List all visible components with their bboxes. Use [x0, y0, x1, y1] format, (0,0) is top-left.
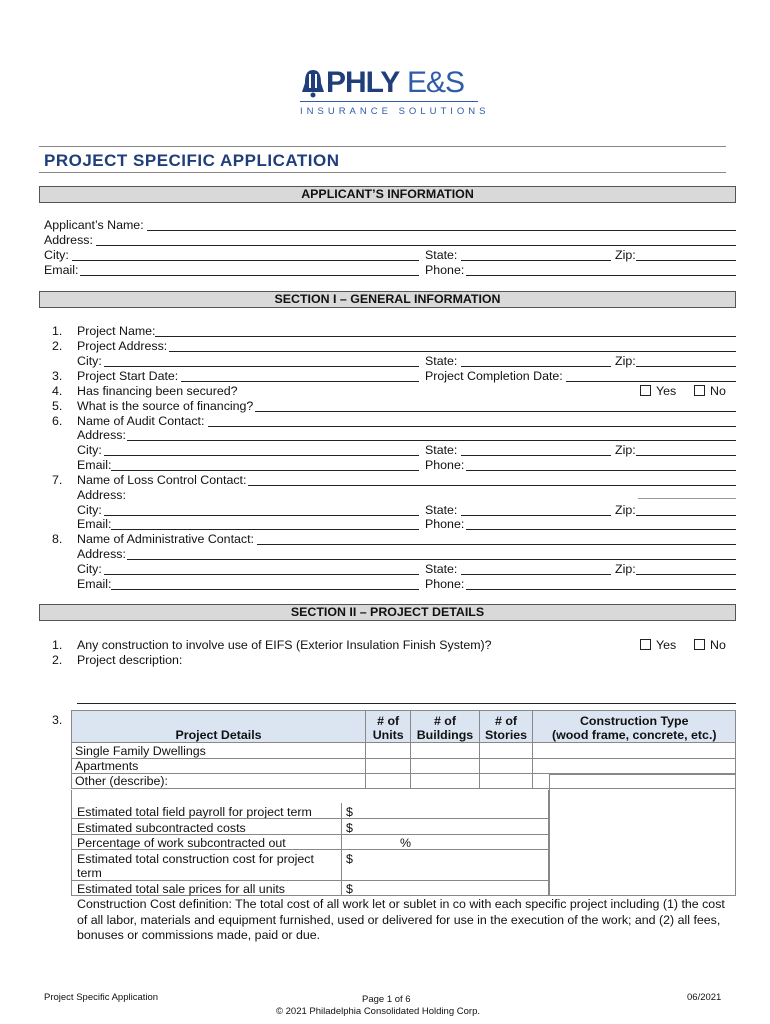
details-number: 3.: [52, 713, 63, 727]
admin-city-field[interactable]: [104, 574, 419, 575]
logo-tagline: INSURANCE SOLUTIONS: [300, 106, 490, 117]
loss-phone-label: Phone:: [425, 517, 465, 531]
header-units: # of Units: [366, 711, 411, 743]
type-cell[interactable]: [533, 759, 736, 774]
financing-no-checkbox[interactable]: [694, 385, 705, 396]
page-title: PROJECT SPECIFIC APPLICATION: [44, 151, 340, 170]
admin-state-field[interactable]: [461, 574, 611, 575]
project-address-field[interactable]: [169, 351, 736, 352]
eifs-label: Any construction to involve use of EIFS (Exterior Insulation Finish System)?: [77, 638, 492, 652]
financing-source-field[interactable]: [255, 411, 736, 412]
units-cell[interactable]: [366, 743, 411, 759]
audit-zip-field[interactable]: [636, 455, 736, 456]
cost-label-percentage: Percentage of work subcontracted out: [77, 836, 286, 850]
admin-phone-label: Phone:: [425, 577, 465, 591]
admin-contact-field[interactable]: [257, 544, 736, 545]
cost-definition: Construction Cost definition: The total cost of all work let or sublet in co with each specific project including (1) the cost of all labor, materials and equipment furnished, used or delivered for use in the execution of the work; and (2) all fees, bonuses or commissions made, paid or due.: [77, 897, 725, 942]
buildings-cell[interactable]: [411, 743, 479, 759]
footer-date: 06/2021: [687, 992, 722, 1003]
liberty-bell-icon: [300, 68, 326, 98]
eifs-no-checkbox[interactable]: [694, 639, 705, 650]
loss-city-label: City:: [77, 503, 102, 517]
logo-suffix: E&S: [407, 66, 465, 99]
stories-cell[interactable]: [479, 774, 533, 789]
cost-label-subcontracted: Estimated subcontracted costs: [77, 821, 246, 835]
q4-label: Has financing been secured?: [77, 384, 238, 398]
admin-state-label: State:: [425, 562, 458, 576]
audit-state-field[interactable]: [461, 455, 611, 456]
applicant-phone-field[interactable]: [466, 275, 736, 276]
table-row: [72, 759, 736, 774]
logo: [300, 66, 490, 120]
title-rule-bottom: [39, 172, 726, 173]
admin-city-label: City:: [77, 562, 102, 576]
cost-value-subcontracted: $: [346, 821, 353, 835]
audit-email-field[interactable]: [111, 470, 419, 471]
description-number: 2.: [52, 653, 63, 667]
cost-input-percentage[interactable]: [71, 849, 549, 850]
project-state-label: State:: [425, 354, 458, 368]
financing-yes-checkbox[interactable]: [640, 385, 651, 396]
completion-date-field[interactable]: [566, 381, 736, 382]
applicant-email-field[interactable]: [80, 275, 419, 276]
completion-date-label: Project Completion Date:: [425, 369, 563, 383]
audit-state-label: State:: [425, 443, 458, 457]
audit-email-label: Email:: [77, 458, 112, 472]
audit-contact-field[interactable]: [208, 426, 736, 427]
applicant-zip-label: Zip:: [615, 248, 636, 262]
q5-label: What is the source of financing?: [77, 399, 254, 413]
title-rule-top: [39, 146, 726, 147]
cost-value-percentage: %: [400, 836, 412, 850]
q2-number: 2.: [52, 339, 63, 353]
q6-label: Name of Audit Contact:: [77, 414, 205, 428]
loss-zip-label: Zip:: [615, 503, 636, 517]
cost-value-payroll: $: [346, 805, 353, 819]
q4-number: 4.: [52, 384, 63, 398]
audit-address-field[interactable]: [127, 440, 736, 441]
cost-input-payroll[interactable]: [71, 818, 549, 819]
project-name-field[interactable]: [155, 336, 736, 337]
loss-phone-field[interactable]: [466, 529, 736, 530]
project-section-header: SECTION II – PROJECT DETAILS: [39, 604, 736, 621]
header-construction-type: [533, 711, 736, 743]
footer-left: Project Specific Application: [44, 992, 159, 1003]
audit-city-label: City:: [77, 443, 102, 457]
footer-page: Page 1 of 6: [362, 994, 411, 1005]
table-row: [72, 743, 736, 759]
loss-zip-field[interactable]: [636, 515, 736, 516]
cost-input-subcontracted[interactable]: [71, 834, 549, 835]
q5-number: 5.: [52, 399, 63, 413]
q3-label: Project Start Date:: [77, 369, 179, 383]
applicant-section-header: APPLICANT’S INFORMATION: [39, 186, 736, 203]
eifs-no-label: No: [710, 638, 726, 652]
row-label: Apartments: [72, 759, 366, 774]
project-state-field[interactable]: [461, 366, 611, 367]
stories-cell[interactable]: [479, 743, 533, 759]
loss-email-field[interactable]: [111, 529, 419, 530]
applicant-name-label: Applicant’s Name:: [44, 218, 144, 232]
q1-number: 1.: [52, 324, 63, 338]
audit-city-field[interactable]: [104, 455, 419, 456]
cost-label-construction: Estimated total construction cost for project term: [77, 852, 314, 880]
general-section-header: SECTION I – GENERAL INFORMATION: [39, 291, 736, 308]
header-stories: # of Stories: [479, 711, 533, 743]
applicant-zip-field[interactable]: [636, 260, 736, 261]
loss-city-field[interactable]: [104, 515, 419, 516]
applicant-phone-label: Phone:: [425, 263, 465, 277]
q3-number: 3.: [52, 369, 63, 383]
q7-number: 7.: [52, 473, 63, 487]
audit-phone-label: Phone:: [425, 458, 465, 472]
eifs-yes-checkbox[interactable]: [640, 639, 651, 650]
project-zip-label: Zip:: [615, 354, 636, 368]
project-zip-field[interactable]: [636, 366, 736, 367]
loss-address-label: Address:: [77, 488, 126, 502]
start-date-field[interactable]: [181, 381, 419, 382]
cost-input-construction[interactable]: [71, 880, 549, 881]
description-field[interactable]: [77, 703, 736, 704]
audit-phone-field[interactable]: [466, 470, 736, 471]
buildings-cell[interactable]: [411, 759, 479, 774]
admin-email-field[interactable]: [111, 589, 419, 590]
q8-number: 8.: [52, 532, 63, 546]
applicant-email-label: Email:: [44, 263, 79, 277]
financing-no-label: No: [710, 384, 726, 398]
loss-state-label: State:: [425, 503, 458, 517]
construction-type-title: Construction Type: [579, 714, 689, 728]
header-project-details: Project Details: [72, 711, 366, 743]
construction-type-subtitle: (wood frame, concrete, etc.): [551, 728, 717, 742]
footer-copyright: © 2021 Philadelphia Consolidated Holding Corp.: [276, 1006, 480, 1017]
cost-value-construction: $: [346, 852, 353, 866]
audit-zip-label: Zip:: [615, 443, 636, 457]
loss-control-contact-field[interactable]: [248, 485, 736, 486]
eifs-yes-label: Yes: [656, 638, 677, 652]
applicant-name-field[interactable]: [147, 230, 736, 231]
q2-label: Project Address:: [77, 339, 168, 353]
applicant-state-field[interactable]: [461, 260, 611, 261]
applicant-address-field[interactable]: [96, 245, 736, 246]
admin-zip-field[interactable]: [636, 574, 736, 575]
cost-block-right-box: [549, 774, 736, 896]
admin-address-label: Address:: [77, 547, 126, 561]
q7-label: Name of Loss Control Contact:: [77, 473, 247, 487]
applicant-city-field[interactable]: [72, 260, 419, 261]
q1-label: Project Name:: [77, 324, 156, 338]
description-label: Project description:: [77, 653, 183, 667]
units-cell[interactable]: [366, 759, 411, 774]
admin-zip-label: Zip:: [615, 562, 636, 576]
row-label: Single Family Dwellings: [72, 743, 366, 759]
project-city-field[interactable]: [104, 366, 419, 367]
units-cell[interactable]: [366, 774, 411, 789]
admin-phone-field[interactable]: [466, 589, 736, 590]
project-city-label: City:: [77, 354, 102, 368]
row-label: Other (describe):: [72, 774, 366, 789]
cost-label-payroll: Estimated total field payroll for project term: [77, 805, 312, 819]
logo-brand: PHLY: [326, 66, 400, 99]
stories-cell[interactable]: [479, 759, 533, 774]
applicant-address-label: Address:: [44, 233, 93, 247]
cost-value-sale: $: [346, 882, 353, 896]
eifs-number: 1.: [52, 638, 63, 652]
buildings-cell[interactable]: [411, 774, 479, 789]
admin-address-field[interactable]: [127, 559, 736, 560]
applicant-city-label: City:: [44, 248, 69, 262]
header-buildings: # of Buildings: [411, 711, 479, 743]
loss-email-label: Email:: [77, 517, 112, 531]
cost-label-sale: Estimated total sale prices for all units: [77, 882, 285, 896]
logo-divider: [300, 101, 478, 102]
loss-address-field[interactable]: [638, 498, 736, 499]
loss-state-field[interactable]: [461, 515, 611, 516]
applicant-state-label: State:: [425, 248, 458, 262]
q6-number: 6.: [52, 414, 63, 428]
audit-address-label: Address:: [77, 428, 126, 442]
financing-yes-label: Yes: [656, 384, 677, 398]
admin-email-label: Email:: [77, 577, 112, 591]
type-cell[interactable]: [533, 743, 736, 759]
q8-label: Name of Administrative Contact:: [77, 532, 254, 546]
